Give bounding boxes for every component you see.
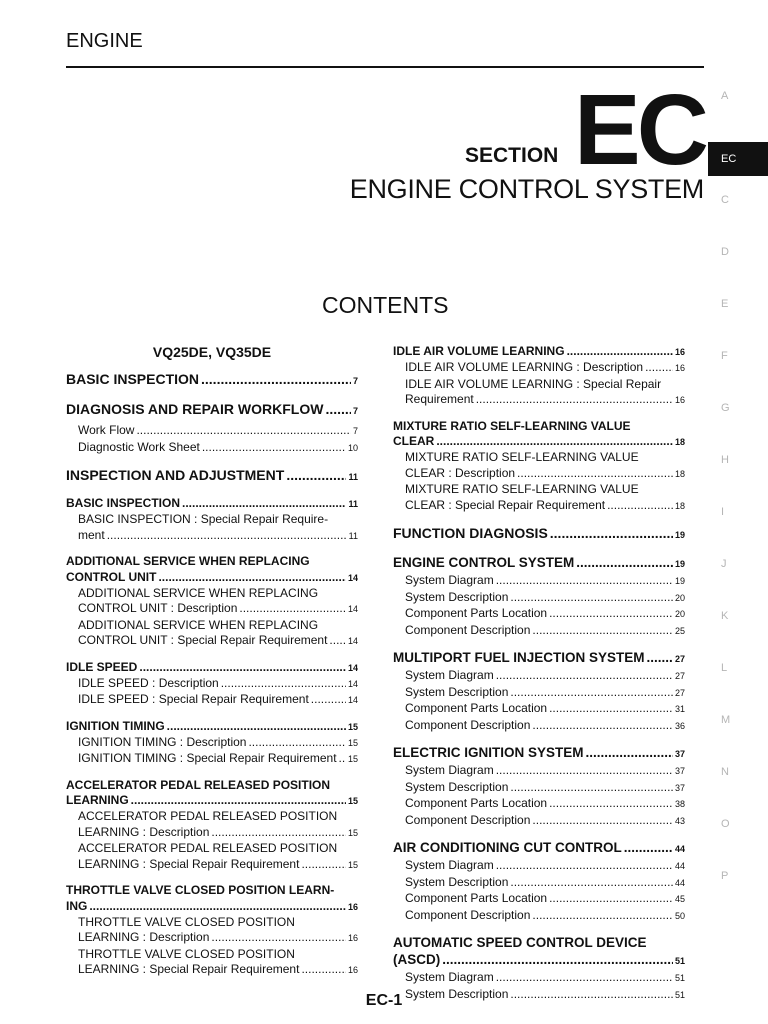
toc-entry[interactable]: BASIC INSPECTION ..... 7 bbox=[66, 370, 358, 390]
toc-entry-line[interactable]: AUTOMATIC SPEED CONTROL DEVICE bbox=[393, 935, 647, 950]
toc-subentry[interactable]: Component Description ..... 50 bbox=[393, 908, 685, 925]
toc-subentry[interactable]: Component Parts Location ..... 45 bbox=[393, 891, 685, 908]
contents-heading: CONTENTS bbox=[322, 292, 449, 318]
toc-entry[interactable]: ENGINE CONTROL SYSTEM ..... 19 bbox=[393, 554, 685, 573]
page-number: EC-1 bbox=[365, 992, 403, 1009]
toc-subentry[interactable]: LEARNING : Special Repair Requirement ..... 16 bbox=[66, 962, 358, 979]
toc-subentry[interactable]: Component Parts Location ..... 31 bbox=[393, 701, 685, 718]
side-tab-ec[interactable]: EC bbox=[708, 142, 768, 176]
toc-subentry[interactable]: System Diagram ..... 37 bbox=[393, 763, 685, 780]
side-tab-d[interactable]: D bbox=[721, 246, 729, 258]
toc-subentry-line[interactable]: ACCELERATOR PEDAL RELEASED POSITION bbox=[78, 809, 338, 823]
toc-subentry[interactable]: System Diagram ..... 51 bbox=[393, 970, 685, 987]
toc-subentry[interactable]: System Description ..... 37 bbox=[393, 780, 685, 797]
toc-subentry-line[interactable]: THROTTLE VALVE CLOSED POSITION bbox=[78, 946, 295, 961]
toc-subentry[interactable]: CONTROL UNIT : Special Repair Requirement ..... 14 bbox=[66, 633, 358, 650]
toc-subentry[interactable]: System Description ..... 27 bbox=[393, 685, 685, 702]
toc-entry[interactable]: DIAGNOSIS AND REPAIR WORKFLOW ..... 7 bbox=[66, 400, 358, 420]
toc-subentry[interactable]: IDLE SPEED : Description ..... 14 bbox=[66, 676, 358, 693]
toc-subentry[interactable]: IDLE AIR VOLUME LEARNING : Description ..... 16 bbox=[393, 360, 685, 377]
side-tab-n[interactable]: N bbox=[721, 766, 729, 778]
toc-entry[interactable]: IDLE AIR VOLUME LEARNING ..... 16 bbox=[393, 344, 685, 360]
toc-subentry[interactable]: System Description ..... 51 bbox=[393, 987, 685, 1004]
toc-subentry[interactable]: LEARNING : Description ..... 15 bbox=[66, 825, 358, 842]
toc-entry[interactable]: CLEAR ..... 18 bbox=[393, 434, 685, 450]
toc-subentry-line[interactable]: ADDITIONAL SERVICE WHEN REPLACING bbox=[78, 617, 319, 632]
toc-subentry-line[interactable]: MIXTURE RATIO SELF-LEARNING VALUE bbox=[405, 482, 639, 496]
toc-subentry[interactable]: System Description ..... 44 bbox=[393, 875, 685, 892]
side-tab-p[interactable]: P bbox=[721, 870, 729, 882]
toc-subentry-line[interactable]: IDLE AIR VOLUME LEARNING : Special Repair bbox=[405, 376, 662, 391]
toc-subentry-line[interactable]: ACCELERATOR PEDAL RELEASED POSITION bbox=[78, 841, 338, 855]
side-tab-e[interactable]: E bbox=[721, 298, 729, 310]
toc-subentry[interactable]: Component Parts Location ..... 38 bbox=[393, 796, 685, 813]
side-tab-g[interactable]: G bbox=[721, 402, 730, 414]
side-tab-k[interactable]: K bbox=[721, 610, 729, 622]
toc-entry[interactable]: ING ..... 16 bbox=[66, 899, 358, 915]
toc-entry-line[interactable]: ACCELERATOR PEDAL RELEASED POSITION bbox=[66, 777, 331, 792]
toc-entry[interactable]: (ASCD) ..... 51 bbox=[393, 951, 685, 970]
toc-entry[interactable]: ELECTRIC IGNITION SYSTEM ..... 37 bbox=[393, 744, 685, 763]
toc-subentry[interactable]: System Description ..... 20 bbox=[393, 590, 685, 607]
toc-subentry-line[interactable]: THROTTLE VALVE CLOSED POSITION bbox=[78, 914, 295, 929]
side-tab-i[interactable]: I bbox=[721, 506, 725, 518]
toc-subentry-line[interactable]: BASIC INSPECTION : Special Repair Require- bbox=[78, 512, 329, 526]
side-tab-l[interactable]: L bbox=[721, 662, 728, 674]
toc-subentry[interactable]: Requirement ..... 16 bbox=[393, 392, 685, 409]
toc-entry[interactable]: MULTIPORT FUEL INJECTION SYSTEM ..... 27 bbox=[393, 649, 685, 668]
toc-entry[interactable]: IGNITION TIMING ..... 15 bbox=[66, 719, 358, 735]
side-tab-a[interactable]: A bbox=[721, 90, 729, 102]
toc-entry-line[interactable]: MIXTURE RATIO SELF-LEARNING VALUE bbox=[393, 418, 631, 433]
toc-subentry-line[interactable]: MIXTURE RATIO SELF-LEARNING VALUE bbox=[405, 450, 639, 464]
toc-entry[interactable]: FUNCTION DIAGNOSIS ..... 19 bbox=[393, 524, 685, 544]
toc-entry-line[interactable]: ADDITIONAL SERVICE WHEN REPLACING bbox=[66, 554, 310, 568]
toc-subentry[interactable]: CONTROL UNIT : Description ..... 14 bbox=[66, 601, 358, 618]
toc-entry[interactable]: LEARNING ..... 15 bbox=[66, 793, 358, 809]
section-index-tabs bbox=[708, 84, 768, 916]
toc-subentry[interactable]: IGNITION TIMING : Special Repair Requirement ..... 15 bbox=[66, 751, 358, 768]
side-tab-h[interactable]: H bbox=[721, 454, 729, 466]
toc-subentry[interactable]: Diagnostic Work Sheet ..... 10 bbox=[66, 440, 358, 457]
header-rule bbox=[66, 66, 704, 68]
toc-subentry[interactable]: LEARNING : Special Repair Requirement ..... 15 bbox=[66, 857, 358, 874]
toc-subentry[interactable]: Component Description ..... 43 bbox=[393, 813, 685, 830]
toc-subentry[interactable]: System Diagram ..... 44 bbox=[393, 858, 685, 875]
toc-subentry[interactable]: Component Description ..... 25 bbox=[393, 623, 685, 640]
toc-entry[interactable]: IDLE SPEED ..... 14 bbox=[66, 660, 358, 676]
toc-subentry[interactable]: Component Parts Location ..... 20 bbox=[393, 606, 685, 623]
toc-subentry[interactable]: IGNITION TIMING : Description ..... 15 bbox=[66, 735, 358, 752]
toc-subentry[interactable]: LEARNING : Description ..... 16 bbox=[66, 930, 358, 947]
toc-subentry[interactable]: System Diagram ..... 27 bbox=[393, 668, 685, 685]
side-tab-o[interactable]: O bbox=[721, 818, 730, 830]
toc-right-column bbox=[393, 344, 685, 1003]
section-label: SECTION bbox=[465, 144, 559, 167]
toc-subentry[interactable]: CLEAR : Description ..... 18 bbox=[393, 466, 685, 483]
side-tab-j[interactable]: J bbox=[721, 558, 727, 570]
engine-model-heading: VQ25DE, VQ35DE bbox=[152, 344, 272, 360]
section-name: ENGINE CONTROL SYSTEM bbox=[349, 174, 704, 204]
toc-entry-line[interactable]: THROTTLE VALVE CLOSED POSITION LEARN- bbox=[66, 883, 335, 897]
toc-entry[interactable]: INSPECTION AND ADJUSTMENT ..... 11 bbox=[66, 466, 358, 486]
side-tab-m[interactable]: M bbox=[721, 714, 731, 726]
toc-subentry[interactable]: ment ..... 11 bbox=[66, 528, 358, 545]
side-tab-c[interactable]: C bbox=[721, 194, 729, 206]
header-title: ENGINE bbox=[66, 30, 143, 52]
toc-subentry-line[interactable]: ADDITIONAL SERVICE WHEN REPLACING bbox=[78, 585, 319, 600]
toc-subentry[interactable]: System Diagram ..... 19 bbox=[393, 573, 685, 590]
toc-subentry[interactable]: CLEAR : Special Repair Requirement ..... 18 bbox=[393, 498, 685, 515]
side-tab-f[interactable]: F bbox=[721, 350, 728, 362]
toc-subentry[interactable]: Component Description ..... 36 bbox=[393, 718, 685, 735]
toc-entry[interactable]: CONTROL UNIT ..... 14 bbox=[66, 570, 358, 586]
section-code: EC bbox=[574, 74, 705, 186]
toc-entry[interactable]: BASIC INSPECTION ..... 11 bbox=[66, 496, 358, 512]
toc-entry[interactable]: AIR CONDITIONING CUT CONTROL ..... 44 bbox=[393, 839, 685, 858]
toc-subentry[interactable]: IDLE SPEED : Special Repair Requirement ..... 14 bbox=[66, 692, 358, 709]
toc-left-column bbox=[66, 344, 358, 979]
toc-subentry[interactable]: Work Flow ..... 7 bbox=[66, 423, 358, 440]
